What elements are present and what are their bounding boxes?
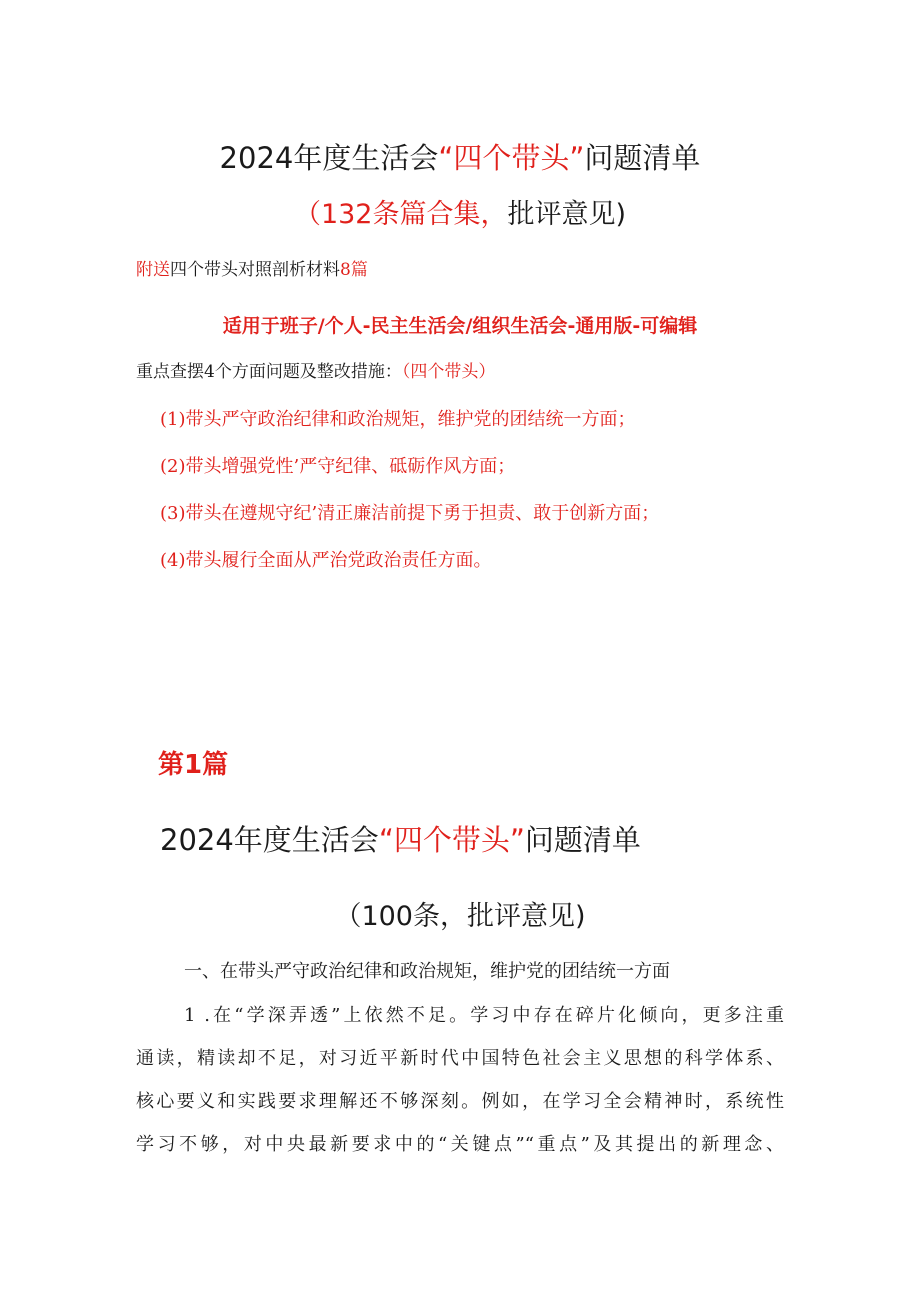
section-heading: 一、在带头严守政治纪律和政治规矩，维护党的团结统一方面 xyxy=(184,961,670,982)
paragraph-line: 通读，精读却不足，对习近平新时代中国特色社会主义思想的科学体系、 xyxy=(136,1048,784,1069)
part-subtitle: （100条，批评意见) xyxy=(334,901,586,932)
gift-text: 四个带头对照剖析材料 xyxy=(170,260,340,280)
part-title-highlight: “四个带头” xyxy=(378,823,525,857)
applies-line: 适用于班子/个人-民主生活会/组织生活会-通用版-可编辑 xyxy=(222,315,698,337)
part-heading: 第1篇 xyxy=(158,750,229,780)
gift-label: 附送 xyxy=(136,260,170,280)
paragraph-line: 学习不够，对中央最新要求中的“关键点”“重点”及其提出的新理念、 xyxy=(136,1134,784,1155)
part-title-suffix: 问题清单 xyxy=(524,823,641,857)
focus-text: 重点查摆4个方面问题及整改措施： xyxy=(136,362,402,382)
part-title xyxy=(160,818,641,859)
paragraph-line: 核心要义和实践要求理解还不够深刻。例如，在学习全会精神时，系统性 xyxy=(136,1091,784,1112)
title-suffix: 问题清单 xyxy=(584,141,701,175)
list-item: (4)带头履行全面从严治党政治责任方面。 xyxy=(160,550,492,571)
subtitle-black: 批评意见) xyxy=(507,199,627,230)
title-highlight: “四个带头” xyxy=(438,141,585,175)
gift-line xyxy=(136,255,368,280)
paragraph-line: 1 .在“学深弄透”上依然不足。学习中存在碎片化倾向，更多注重 xyxy=(184,1005,784,1026)
subtitle-red: （132条篇合集， xyxy=(293,199,508,230)
gift-count: 8篇 xyxy=(340,260,368,280)
focus-line xyxy=(136,357,495,382)
document-subtitle xyxy=(0,192,920,231)
list-item: (2)带头增强党性’严守纪律、砥砺作风方面； xyxy=(160,456,516,477)
part-title-prefix: 2024年度生活会 xyxy=(160,823,379,857)
list-item: (1)带头严守政治纪律和政治规矩，维护党的团结统一方面； xyxy=(160,409,636,430)
document-title xyxy=(0,136,920,177)
list-item: (3)带头在遵规守纪’清正廉洁前提下勇于担责、敢于创新方面； xyxy=(160,503,660,524)
body-paragraph xyxy=(136,994,784,1166)
focus-highlight: （四个带头） xyxy=(401,362,496,382)
title-prefix: 2024年度生活会 xyxy=(219,141,439,175)
